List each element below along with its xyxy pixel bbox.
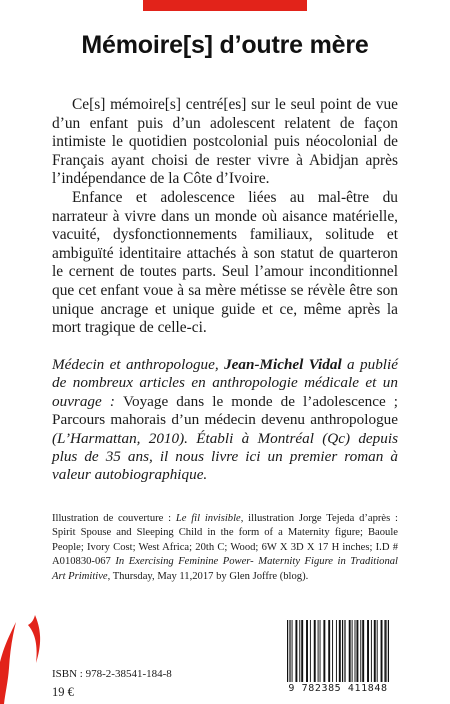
- credits-text: , illustration Jorge Tejeda d’après : Spirit Spouse and Sleeping Child in the form of a Maternity figure; Baoule People; Ivory Cost; West Africa; 20th C; Wood; 6W X 3D X 17 H inches; I.D # A010830-067: [52, 513, 398, 568]
- synopsis: [52, 96, 398, 338]
- blog-title: In Exercising Feminine Power- Maternity Figure in Traditional Art Primitive: [52, 556, 398, 582]
- synopsis-paragraph: Enfance et adolescence liées au mal-être du narrateur à vivre dans un monde où aisance matérielle, vacuité, dysfonctionnements familiaux, solitude et ambiguïté identitaire attachés à son statut de quarteron le cernent de toutes parts. Seul l’amour inconditionnel que cet enfant voue à sa mère métisse se révèle être son unique ancrage et unique guide et ce, même après la mort tragique de celle-ci.: [52, 188, 398, 337]
- author-bio: [52, 356, 398, 485]
- barcode-bar: [292, 620, 293, 682]
- barcode-bar: [344, 620, 345, 682]
- barcode-bar: [360, 620, 361, 682]
- barcode-bar: [318, 620, 319, 682]
- cover-credits: [52, 512, 398, 584]
- barcode-bar: [352, 620, 353, 682]
- barcode: [277, 618, 399, 704]
- bio-text: Médecin et anthropologue,: [52, 356, 225, 373]
- barcode-bar: [289, 620, 290, 682]
- barcode-bar: [384, 620, 385, 682]
- credits-text: , Thursday, May 11,2017 by Glen Joffre (blog).: [107, 570, 309, 582]
- barcode-bar: [310, 620, 311, 682]
- barcode-bar: [336, 620, 337, 682]
- price-label: 19 €: [52, 685, 74, 699]
- barcode-bar: [301, 620, 303, 682]
- barcode-bar: [314, 620, 316, 682]
- barcode-bar: [381, 620, 383, 682]
- barcode-bar: [349, 620, 351, 682]
- barcode-bar: [328, 620, 330, 682]
- barcode-bar: [388, 620, 389, 682]
- illustration-title: Le fil invisible: [175, 513, 241, 524]
- barcode-bar: [367, 620, 369, 682]
- top-accent-bar: [143, 0, 307, 11]
- barcode-bar: [295, 620, 297, 682]
- bio-text: (L’Harmattan, 2010). Établi à Montréal (Qc) depuis plus de 35 ans, il nous livre ici un premier roman à valeur autobiographique.: [52, 429, 398, 484]
- barcode-bars: [277, 618, 399, 684]
- barcode-bar: [371, 620, 372, 682]
- credits-text: Illustration de couverture :: [52, 513, 176, 524]
- barcode-bar: [323, 620, 325, 682]
- author-name: Jean-Michel Vidal: [224, 356, 342, 373]
- synopsis-paragraph: Ce[s] mémoire[s] centré[es] sur le seul point de vue d’un enfant puis d’un adolescent relatent de façon intimiste le quotidien postcolonial puis néocolonial de Français ayant choisi de rester vivre à Abidjan après l’indépendance de la Côte d’Ivoire.: [52, 96, 398, 188]
- barcode-bar: [356, 620, 358, 682]
- barcode-bar: [342, 620, 343, 682]
- barcode-bar: [385, 620, 386, 682]
- flame-icon: [0, 622, 16, 704]
- barcode-digits: 9 782385 411848: [288, 683, 388, 694]
- barcode-bar: [306, 620, 308, 682]
- previous-book-title: Voyage dans le monde de l’adolescence ; Parcours mahorais d’un médecin devenu anthropologue: [52, 392, 398, 429]
- barcode-bar: [339, 620, 341, 682]
- bio-text: a publié de nombreux articles en anthropologie médicale et un ouvrage :: [52, 356, 398, 410]
- publisher-logo-icon: [26, 615, 44, 663]
- book-title: Mémoire[s] d’outre mère: [81, 31, 369, 59]
- barcode-bar: [355, 620, 356, 682]
- barcode-bar: [299, 620, 300, 682]
- barcode-bar: [377, 620, 378, 682]
- isbn-label: ISBN : 978-2-38541-184-8: [52, 668, 172, 680]
- barcode-bar: [332, 620, 333, 682]
- barcode-bar: [374, 620, 376, 682]
- barcode-bar: [287, 620, 288, 682]
- barcode-bar: [362, 620, 364, 682]
- barcode-bar: [320, 620, 321, 682]
